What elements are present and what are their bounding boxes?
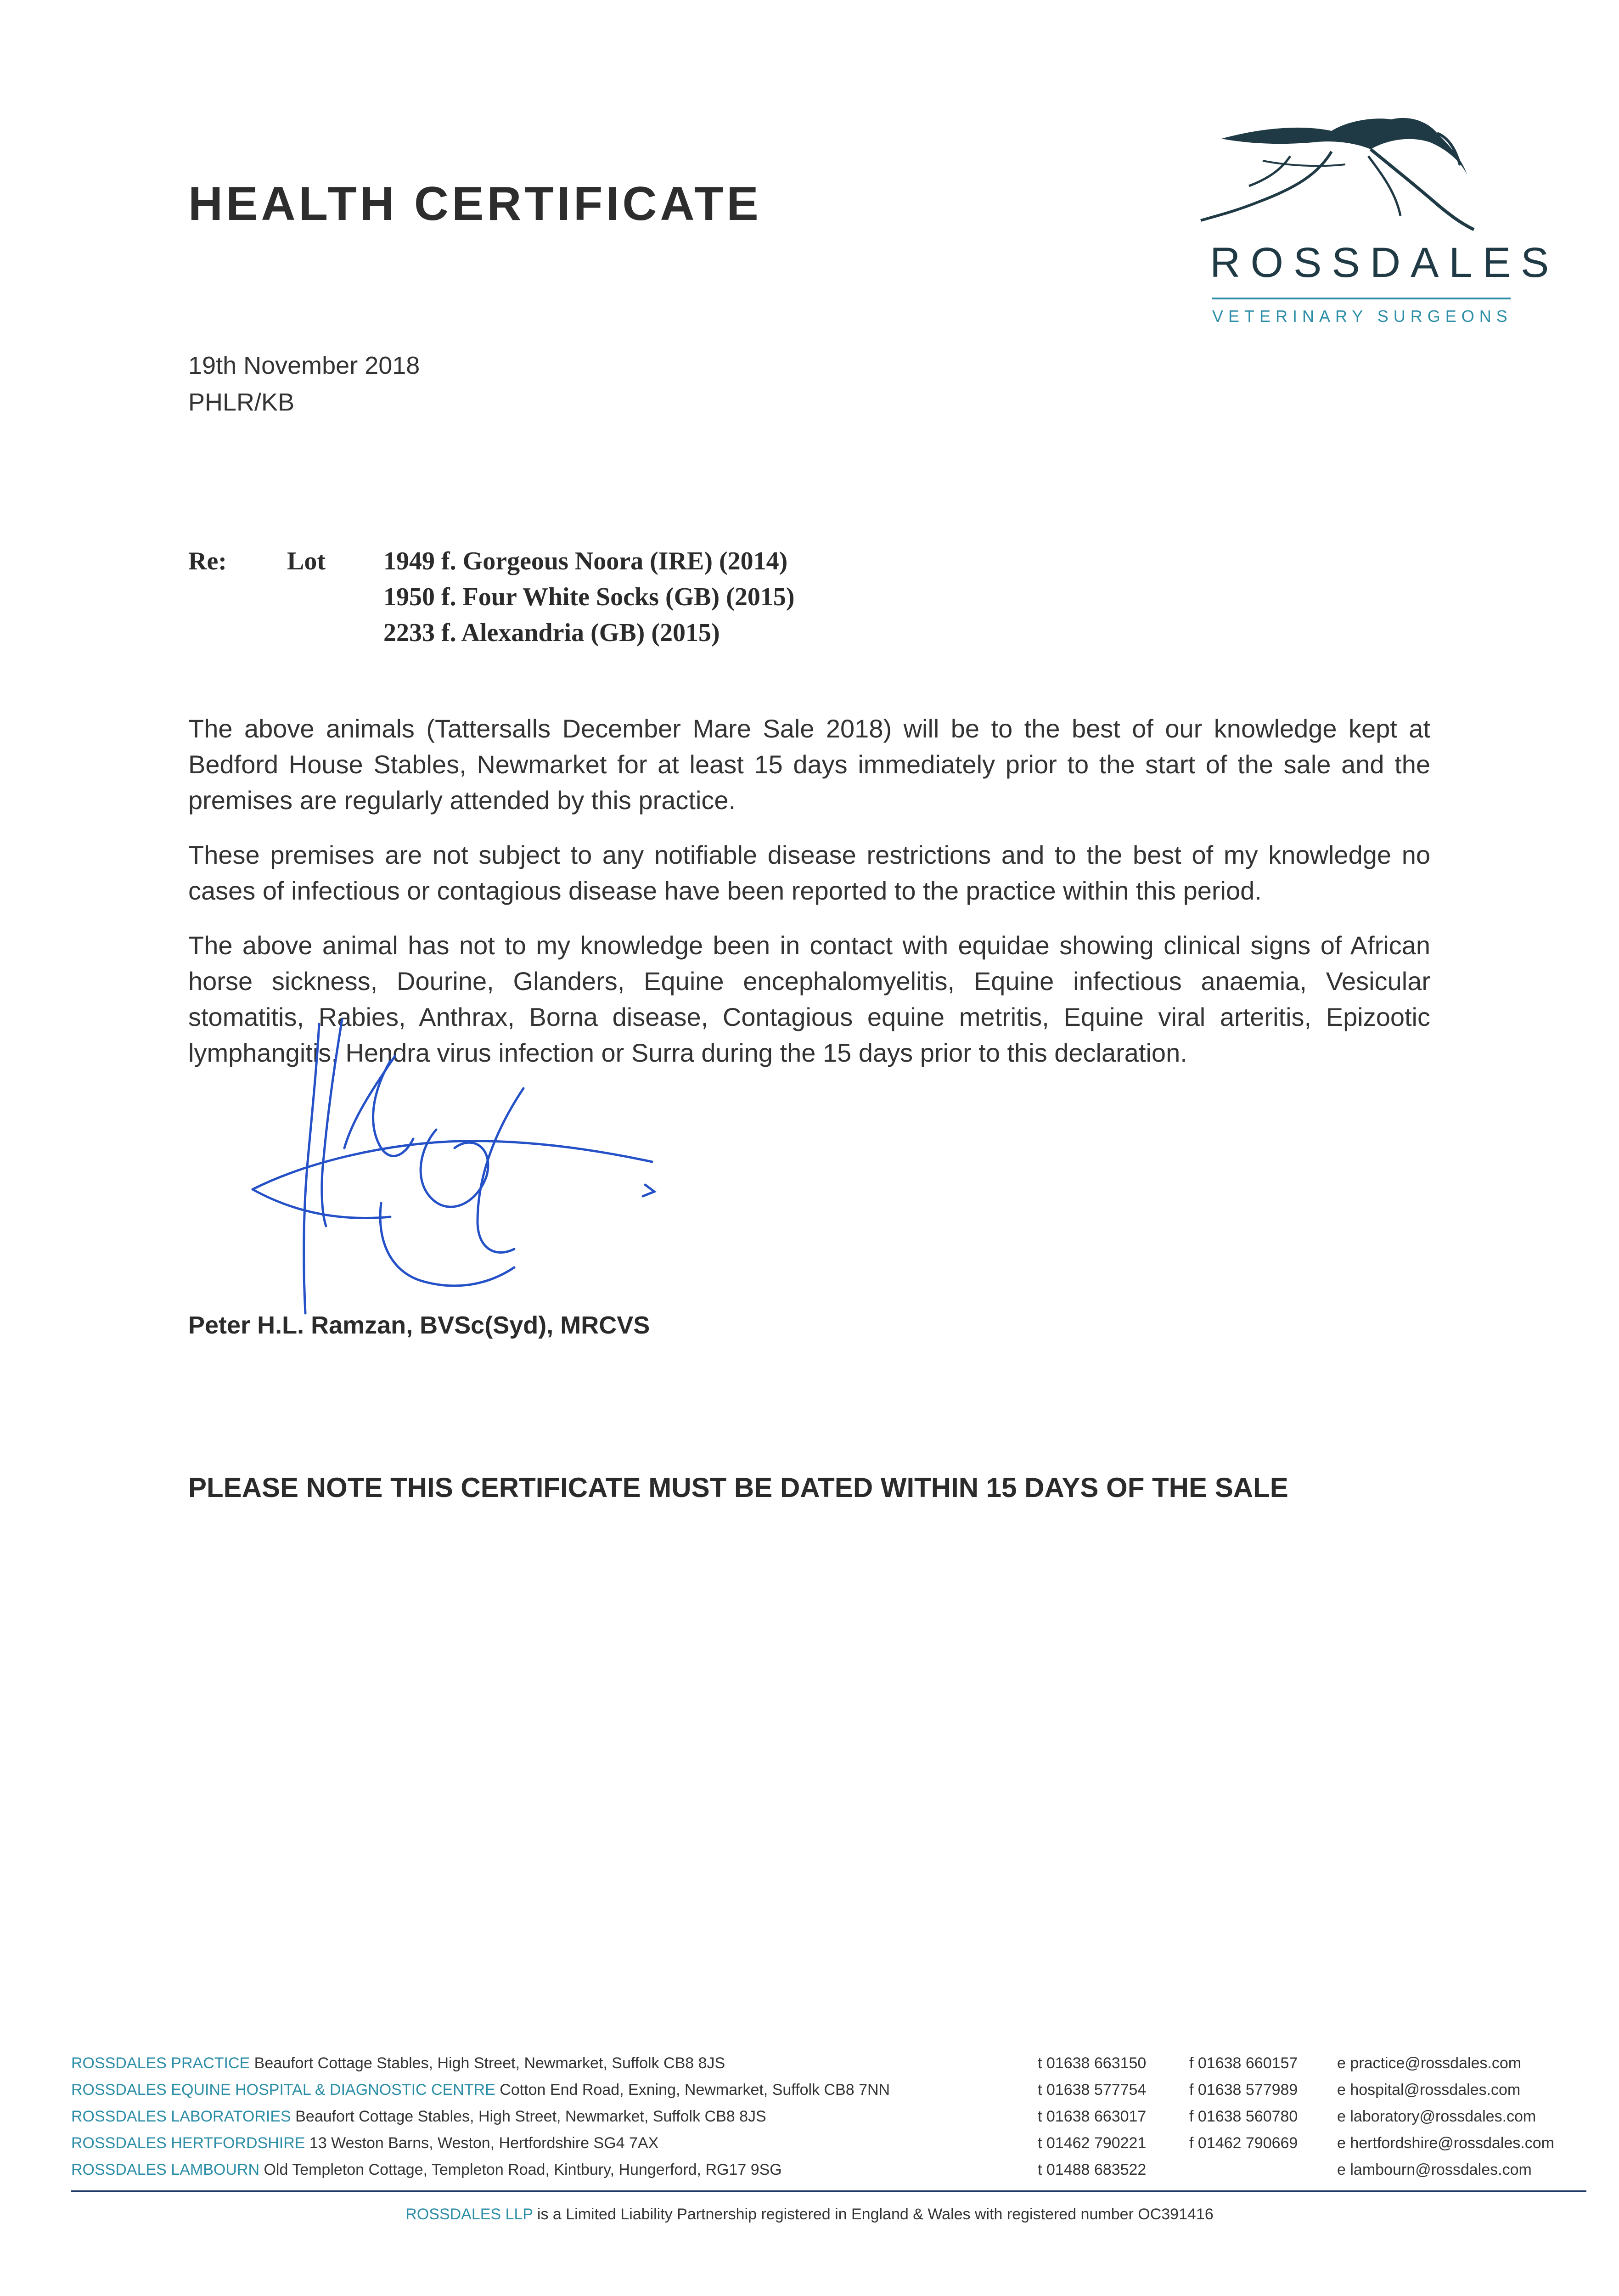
- office-email: e laboratory@rossdales.com: [1337, 2108, 1536, 2125]
- office-fax: f 01462 790669: [1189, 2134, 1298, 2152]
- office-phone: t 01638 663017: [1038, 2108, 1147, 2125]
- office-name: ROSSDALES PRACTICE: [71, 2054, 250, 2072]
- footer-divider: [71, 2190, 1586, 2192]
- office-address: Beaufort Cottage Stables, High Street, Newmarket, Suffolk CB8 8JS: [254, 2054, 725, 2072]
- footer-office-row: [71, 2054, 1559, 2081]
- letter-reference: PHLR/KB: [188, 388, 295, 416]
- office-phone: t 01638 663150: [1038, 2054, 1147, 2072]
- handwritten-signature: [239, 1010, 689, 1322]
- lot-item: 2233 f. Alexandria (GB) (2015): [383, 619, 720, 647]
- signatory-name: Peter H.L. Ramzan, BVSc(Syd), MRCVS: [188, 1311, 650, 1339]
- body-paragraph: The above animals (Tattersalls December Mare Sale 2018) will be to the best of our knowledge kept at Bedford House Stables, Newmarket for at least 15 days immediately prior to the start of the sale and the premises are regularly attended by this practice.: [188, 714, 1430, 815]
- office-phone: t 01488 683522: [1038, 2161, 1147, 2178]
- body-paragraph: The above animal has not to my knowledge been in contact with equidae showing clinical signs of African horse sickness, Dourine, Glanders, Equine encephalomyelitis, Equine infectious anaemia, Vesicular stomatitis, Rabies, Anthrax, Borna disease, Contagious equine metritis, Equine viral arteritis, Epizootic lymphangitis, Hendra virus infection or Surra during the 15 days prior to this declaration.: [188, 931, 1430, 1067]
- office-fax: f 01638 560780: [1189, 2108, 1298, 2125]
- footer-office-row: [71, 2134, 1559, 2161]
- logo-wordmark: ROSSDALES: [1210, 239, 1559, 286]
- lot-item: 1950 f. Four White Socks (GB) (2015): [383, 583, 795, 611]
- office-email: e hertfordshire@rossdales.com: [1337, 2134, 1554, 2152]
- office-fax: f 01638 660157: [1189, 2054, 1298, 2072]
- llp-name: ROSSDALES LLP: [405, 2206, 533, 2223]
- office-phone: t 01462 790221: [1038, 2134, 1147, 2152]
- office-address: Beaufort Cottage Stables, High Street, Newmarket, Suffolk CB8 8JS: [295, 2108, 766, 2125]
- office-address: Cotton End Road, Exning, Newmarket, Suffolk CB8 7NN: [500, 2081, 890, 2099]
- footer-office-row: [71, 2081, 1559, 2108]
- office-name: ROSSDALES LABORATORIES: [71, 2108, 291, 2125]
- office-name: ROSSDALES EQUINE HOSPITAL & DIAGNOSTIC CENTRE: [71, 2081, 495, 2099]
- office-name: ROSSDALES HERTFORDSHIRE: [71, 2134, 305, 2152]
- lot-item: 1949 f. Gorgeous Noora (IRE) (2014): [383, 547, 788, 575]
- document-title: HEALTH CERTIFICATE: [188, 177, 762, 231]
- lot-label: Lot: [287, 547, 326, 575]
- sale-notice: PLEASE NOTE THIS CERTIFICATE MUST BE DATED WITHIN 15 DAYS OF THE SALE: [188, 1472, 1288, 1503]
- office-email: e practice@rossdales.com: [1337, 2054, 1522, 2072]
- rossdales-logo: [1180, 106, 1520, 335]
- logo-divider: [1212, 298, 1511, 299]
- logo-subtitle: VETERINARY SURGEONS: [1212, 307, 1512, 326]
- footer-legal: [0, 2206, 1619, 2223]
- office-email: e lambourn@rossdales.com: [1337, 2161, 1532, 2178]
- horse-logo-icon: [1180, 106, 1520, 335]
- office-name: ROSSDALES LAMBOURN: [71, 2161, 259, 2178]
- body-paragraph: These premises are not subject to any notifiable disease restrictions and to the best of my knowledge no cases of infectious or contagious disease have been reported to the practice within this period.: [188, 840, 1430, 905]
- office-address: 13 Weston Barns, Weston, Hertfordshire SG4 7AX: [309, 2134, 659, 2152]
- footer-office-row: [71, 2161, 1559, 2188]
- office-address: Old Templeton Cottage, Templeton Road, Kintbury, Hungerford, RG17 9SG: [264, 2161, 782, 2178]
- office-email: e hospital@rossdales.com: [1337, 2081, 1521, 2099]
- llp-text: is a Limited Liability Partnership registered in England & Wales with registered number OC391416: [537, 2206, 1214, 2223]
- signature-icon: [239, 1010, 689, 1322]
- office-fax: f 01638 577989: [1189, 2081, 1298, 2099]
- re-label: Re:: [188, 547, 227, 575]
- letter-date: 19th November 2018: [188, 352, 420, 379]
- footer-office-row: [71, 2108, 1559, 2134]
- office-phone: t 01638 577754: [1038, 2081, 1147, 2099]
